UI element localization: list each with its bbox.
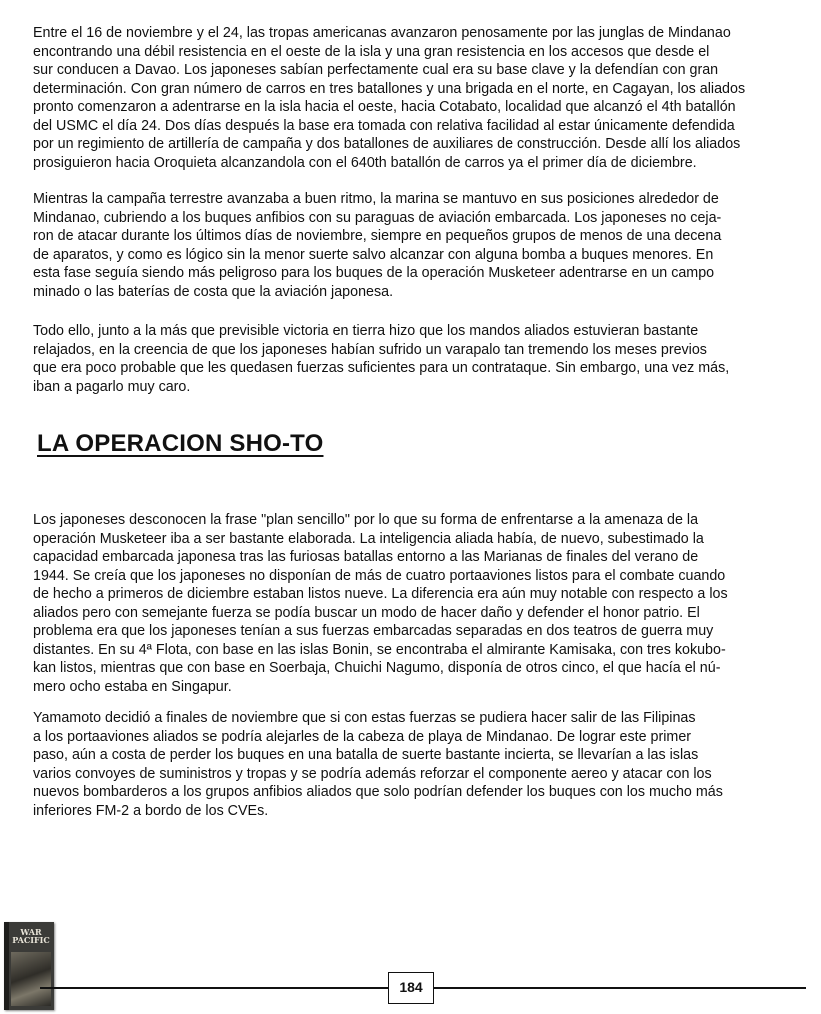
- cover-artwork: [11, 952, 51, 1006]
- text-line: nuevos bombarderos a los grupos anfibios aliados que solo podrían defender los buques con los mucho más: [33, 784, 723, 800]
- paragraph-4: [33, 511, 728, 696]
- text-line: operación Musketeer iba a ser bastante elaborada. La inteligencia aliada había, de nuevo, subestimado la: [33, 530, 704, 547]
- text-line: kan listos, mientras que con base en Soerbaja, Chuichi Nagumo, disponía de otros cinco, el que hacía el nú-: [33, 660, 721, 676]
- text-line: a los portaaviones aliados se podría alejarles de la cabeza de playa de Mindanao. De lograr este primer: [33, 728, 692, 745]
- text-line: 1944. Se creía que los japoneses no disponían de más de cuatro portaaviones listos para el combate cuando: [33, 567, 726, 584]
- text-line: de aparatos, y como es lógico sin la menor suerte salvo alcanzar con alguna bomba a buques menores. En: [33, 246, 714, 263]
- text-line: Los japoneses desconocen la frase "plan sencillo" por lo que su forma de enfrentarse a la amenaza de la: [33, 512, 699, 528]
- text-line: ron de atacar durante los últimos días de noviembre, siempre en pequeños grupos de menos de una decena: [33, 228, 722, 244]
- text-line: encontrando una débil resistencia en el oeste de la isla y una gran resistencia en los accesos que desde el: [33, 43, 710, 60]
- text-line: del USMC el día 24. Dos días después la base era tomada con relativa facilidad al estar únicamente defendida: [33, 117, 735, 134]
- text-line: Mientras la campaña terrestre avanzaba a buen ritmo, la marina se mantuvo en sus posiciones alrededor de: [33, 191, 719, 207]
- text-line: distantes. En su 4ª Flota, con base en las islas Bonin, se encontraba el almirante Kamisaka, con tres kokubo-: [33, 641, 726, 658]
- section-heading: LA OPERACION SHO-TO: [37, 430, 324, 457]
- page-number: 184: [388, 972, 434, 1004]
- text-line: por un regimiento de artillería de campaña y dos batallones de auxiliares de construcción. Desde allí los aliados: [33, 136, 741, 152]
- text-line: prosiguieron hacia Oroquieta alcanzandola con el 640th batallón de carros ya el primer día de diciembre.: [33, 154, 697, 171]
- text-line: varios convoyes de suministros y tropas y se podría además reforzar el componente aereo y atacar con los: [33, 765, 712, 782]
- text-line: Entre el 16 de noviembre y el 24, las tropas americanas avanzaron penosamente por las junglas de Mindanao: [33, 25, 731, 41]
- cover-title-logo: WAR PACIFIC: [12, 927, 50, 945]
- text-line: relajados, en la creencia de que los japoneses habían sufrido un varapalo tan tremendo los meses previos: [33, 341, 707, 358]
- footer-rule-left: [40, 987, 388, 989]
- text-line: problema era que los japoneses tenían a sus fuerzas embarcadas separadas en dos teatros de guerra muy: [33, 623, 714, 639]
- paragraph-5: [33, 709, 723, 820]
- cover-spine: [4, 922, 9, 1010]
- text-line: mero ocho estaba en Singapur.: [33, 678, 232, 695]
- text-line: paso, aún a costa de perder los buques en una batalla de suerte bastante incierta, se llevarían a las islas: [33, 747, 699, 763]
- text-line: capacidad embarcada japonesa tras las furiosas batallas entorno a las Marianas de finales del verano de: [33, 549, 699, 565]
- text-line: aliados pero con semejante fuerza se podía buscar un modo de hacer daño y defender el honor patrio. El: [33, 604, 700, 621]
- text-line: que era poco probable que les quedasen fuerzas suficientes para un contrataque. Sin embargo, una vez más,: [33, 360, 730, 376]
- text-line: Yamamoto decidió a finales de noviembre que si con estas fuerzas se pudiera hacer salir de las Filipinas: [33, 710, 696, 726]
- text-line: inferiores FM-2 a bordo de los CVEs.: [33, 802, 269, 819]
- text-line: determinación. Con gran número de carros en tres batallones y una brigada en el norte, en Cagayan, los aliados: [33, 80, 746, 97]
- text-line: pronto comenzaron a adentrarse en la isla hacia el oeste, hacia Cotabato, localidad que alcanzó el 4th batallón: [33, 99, 736, 115]
- paragraph-3: [33, 322, 729, 396]
- text-line: de hecho a primeros de diciembre estaban listos nueve. La diferencia era aún muy notable con respecto a los: [33, 586, 728, 602]
- text-line: Todo ello, junto a la más que previsible victoria en tierra hizo que los mandos aliados estuvieran bastante: [33, 323, 699, 339]
- text-line: iban a pagarlo muy caro.: [33, 378, 191, 395]
- text-line: esta fase seguía siendo más peligroso para los buques de la operación Musketeer adentrarse en un campo: [33, 265, 715, 281]
- paragraph-1: [33, 24, 745, 172]
- game-cover-thumbnail: [4, 922, 54, 1010]
- text-line: minado o las baterías de costa que la aviación japonesa.: [33, 283, 394, 300]
- text-line: sur conducen a Davao. Los japoneses sabían perfectamente cual era su base clave y la defendían con gran: [33, 62, 719, 78]
- paragraph-2: [33, 190, 721, 301]
- footer-rule-right: [434, 987, 806, 989]
- text-line: Mindanao, cubriendo a los buques anfibios con su paraguas de aviación embarcada. Los japoneses no ceja-: [33, 209, 722, 226]
